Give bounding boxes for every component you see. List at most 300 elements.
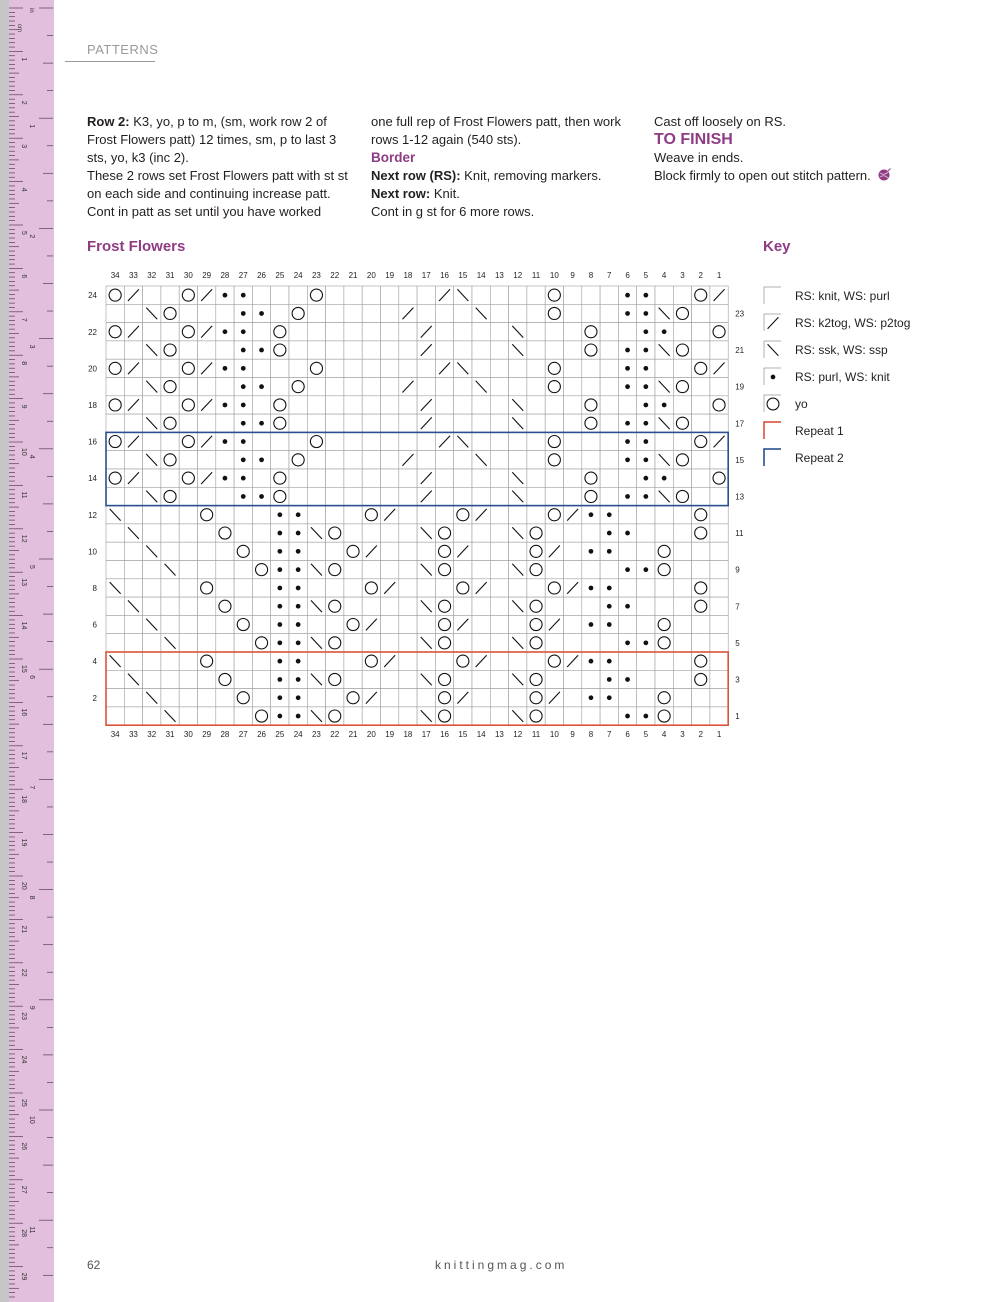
chart-cell [692,414,710,432]
ruler-cm-label: 21 [20,925,27,934]
chart-cell [161,579,179,597]
purl-symbol [607,695,612,700]
chart-cell [326,359,344,377]
chart-cell [216,542,234,560]
ruler-inch-label: 11 [28,1226,35,1234]
chart-cell [435,487,453,505]
purl-symbol [643,476,648,481]
chart-cell [344,304,362,322]
chart-cell [216,689,234,707]
chart-cell [179,378,197,396]
chart-cell [289,432,307,450]
chart-cell [161,524,179,542]
chart-cell [710,670,728,688]
chart-cell [252,597,270,615]
purl-symbol [223,439,228,444]
chart-cell [106,341,124,359]
chart-cell [198,561,216,579]
column-number-top: 1 [716,271,722,280]
purl-symbol [662,329,667,334]
row-label-left: 18 [88,400,97,410]
chart-cell [527,323,545,341]
chart-cell [344,286,362,304]
chart-cell [527,652,545,670]
chart-cell [362,378,380,396]
chart-cell [161,469,179,487]
chart-cell [399,323,417,341]
purl-symbol [625,677,630,682]
chart-cell [216,652,234,670]
chart-cell [161,432,179,450]
chart-cell [252,286,270,304]
chart-cell [564,689,582,707]
chart-cell [161,323,179,341]
chart-cell [362,487,380,505]
chart-cell [161,286,179,304]
chart-cell [161,615,179,633]
chart-cell [399,561,417,579]
row-label-left: 22 [88,327,97,337]
chart-cell [527,579,545,597]
chart-cell [710,561,728,579]
chart-cell [344,341,362,359]
purl-symbol [277,640,282,645]
chart-cell [252,542,270,560]
chart-cell [655,597,673,615]
chart-cell [143,469,161,487]
purl-symbol [643,329,648,334]
chart-cell [106,670,124,688]
chart-cell [454,414,472,432]
chart-cell [673,323,691,341]
chart-cell [472,487,490,505]
purl-symbol [241,366,246,371]
chart-cell [234,506,252,524]
row-label-right: 1 [735,712,740,722]
purl-symbol [625,366,630,371]
chart-cell [582,524,600,542]
row2-text: K3, yo, p to m, (sm, work row 2 of Frost Flowers patt) 12 times, sm, p to last 3 sts, yo, k3 (inc 2). [87,114,337,165]
chart-cell [106,542,124,560]
section-header: PATTERNS [87,42,159,57]
chart-cell [564,634,582,652]
ruler-inch-label: 7 [28,785,35,790]
ruler-inch-label: 10 [28,1116,35,1124]
chart-cell [673,396,691,414]
ruler-cm-label: 6 [20,274,27,279]
chart-cell [307,487,325,505]
chart-cell [490,524,508,542]
chart-cell [106,689,124,707]
chart-cell [179,597,197,615]
chart-cell [362,524,380,542]
chart-cell [454,396,472,414]
ruler-inch-label: 9 [28,1005,35,1010]
ruler-cm-label: 4 [20,187,27,192]
chart-cell [307,341,325,359]
border-heading: Border [371,150,416,165]
purl-symbol [241,348,246,353]
chart-cell [417,378,435,396]
chart-cell [252,615,270,633]
purl-symbol [625,293,630,298]
column-number-top: 32 [147,271,157,280]
chart-cell [399,652,417,670]
chart-cell [179,414,197,432]
column-number-top: 15 [458,271,468,280]
chart-cell [344,396,362,414]
column-number-bottom: 27 [238,730,248,740]
chart-cell [527,506,545,524]
chart-cell [600,323,618,341]
purl-symbol [625,457,630,462]
chart-cell [289,341,307,359]
row-label-right: 19 [735,382,745,392]
chart-cell [326,323,344,341]
ruler-inch-label: 3 [28,344,35,349]
chart-cell [655,359,673,377]
chart-cell [326,304,344,322]
chart-cell [124,304,142,322]
row-label-left: 2 [92,693,97,703]
purl-symbol [643,366,648,371]
chart-cell [307,396,325,414]
ruler-cm-label: 25 [20,1099,27,1107]
ruler-cm-label: 1 [20,57,27,62]
purl-symbol [241,311,246,316]
chart-cell [509,359,527,377]
purl-symbol [643,403,648,408]
chart-cell [326,451,344,469]
chart-cell [564,487,582,505]
chart-cell [106,597,124,615]
chart-cell [692,615,710,633]
chart-cell [637,670,655,688]
column-number-top: 31 [165,271,175,280]
purl-symbol [277,512,282,517]
column-number-top: 19 [385,271,395,280]
chart-cell [582,304,600,322]
garter-stitch-text: Cont in g st for 6 more rows. [371,204,535,219]
chart-cell [454,670,472,688]
chart-cell [399,689,417,707]
key-item-ssk [763,340,963,360]
chart-cell [509,579,527,597]
chart-cell [381,561,399,579]
column-number-bottom: 3 [680,730,685,740]
purl-symbol [662,403,667,408]
purl-symbol [277,567,282,572]
chart-cell [399,359,417,377]
yo-icon [763,394,781,412]
chart-cell [399,414,417,432]
chart-cell [399,524,417,542]
column-number-top: 14 [476,271,486,280]
chart-cell [161,396,179,414]
knit-icon [763,286,781,304]
chart-cell [362,341,380,359]
chart-cell [198,689,216,707]
purl-symbol [589,586,594,591]
purl-symbol [277,622,282,627]
chart-cell [326,341,344,359]
column-number-top: 3 [680,271,685,280]
chart-cell [326,432,344,450]
chart-cell [490,689,508,707]
chart-cell [527,451,545,469]
column-number-top: 33 [128,271,138,280]
row-label-left: 6 [92,620,97,630]
website-url: knittingmag.com [435,1258,568,1272]
chart-cell [381,341,399,359]
chart-cell [710,524,728,542]
chart-cell [673,579,691,597]
row-label-left: 14 [88,474,97,484]
chart-cell [710,378,728,396]
chart-cell [564,542,582,560]
purl-symbol [589,512,594,517]
key-label: Repeat 1 [795,424,844,438]
chart-cell [472,341,490,359]
chart-cell [435,414,453,432]
chart-cell [472,396,490,414]
chart-cell [381,524,399,542]
chart-cell [179,615,197,633]
chart-cell [435,323,453,341]
chart-cell [381,378,399,396]
chart-cell [307,414,325,432]
chart-cell [527,396,545,414]
chart-cell [509,378,527,396]
ruler-cm-label: 14 [20,621,27,630]
purl-symbol [643,384,648,389]
chart-cell [673,506,691,524]
column-number-bottom: 23 [311,730,321,740]
chart-cell [637,524,655,542]
yarn-ball-icon [877,168,891,182]
chart-cell [435,506,453,524]
purl-symbol [241,384,246,389]
block-text: Block firmly to open out stitch pattern. [654,168,871,183]
chart-cell [564,432,582,450]
chart-cell [143,561,161,579]
chart-cell [417,542,435,560]
chart-cell [490,542,508,560]
chart-cell [472,524,490,542]
chart-cell [545,341,563,359]
column-number-top: 13 [494,271,504,280]
chart-cell [454,707,472,725]
chart-cell [509,451,527,469]
ruler-cm-label: 18 [20,795,27,803]
chart-cell [271,378,289,396]
chart-cell [454,597,472,615]
purl-symbol [241,439,246,444]
ruler-cm-label: 28 [20,1229,27,1237]
chart-cell [490,579,508,597]
column-number-top: 10 [549,271,559,280]
column-number-top: 24 [293,271,303,280]
ruler-cm-label: 29 [20,1272,27,1281]
chart-cell [435,304,453,322]
row-label-left: 4 [92,657,97,667]
row-label-right: 13 [735,492,745,502]
chart-cell [381,707,399,725]
chart-cell [564,524,582,542]
chart-cell [618,542,636,560]
chart-cell [655,506,673,524]
chart-cell [179,341,197,359]
chart-cell [362,304,380,322]
chart-cell [326,396,344,414]
chart-cell [234,524,252,542]
purl-symbol [296,586,301,591]
column-number-top: 6 [625,271,630,280]
purl-symbol [296,549,301,554]
chart-cell [307,689,325,707]
ruler-cm-label: 26 [20,1142,27,1151]
purl-symbol [589,659,594,664]
chart-cell [582,359,600,377]
chart-cell [362,469,380,487]
chart-cell [143,670,161,688]
chart-cell [710,542,728,560]
key-item-k2tog [763,313,963,333]
chart-cell [618,652,636,670]
key-label: yo [795,397,808,411]
chart-cell [673,286,691,304]
purl-symbol [296,714,301,719]
chart-cell [179,487,197,505]
chart-cell [454,487,472,505]
purl-symbol [643,293,648,298]
ruler-inch-label: 6 [28,675,35,680]
chart-cell [490,615,508,633]
purl-symbol [277,604,282,609]
chart-cell [198,341,216,359]
pattern-continue-text: These 2 rows set Frost Flowers patt with st st on each side and continuing increase patt. Cont in patt as set until you have worked [87,168,348,219]
chart-cell [198,634,216,652]
chart-cell [106,707,124,725]
chart-cell [435,341,453,359]
chart-cell [289,469,307,487]
chart-cell [179,561,197,579]
column-number-bottom: 30 [183,730,193,740]
chart-cell [673,561,691,579]
chart-cell [490,432,508,450]
chart-cell [472,359,490,377]
key-swatch [764,449,781,466]
chart-cell [289,414,307,432]
chart-cell [673,359,691,377]
chart-cell [417,579,435,597]
chart-cell [326,487,344,505]
purl-symbol [607,677,612,682]
column-number-top: 21 [348,271,358,280]
chart-cell [216,506,234,524]
ruler-unit-cm: cm [16,24,22,32]
chart-cell [710,615,728,633]
purl-symbol [607,586,612,591]
chart-cell [417,506,435,524]
chart-cell [527,487,545,505]
chart-cell [710,652,728,670]
chart-cell [381,396,399,414]
chart-cell [435,469,453,487]
purl-symbol [259,494,264,499]
purl-symbol [662,476,667,481]
next-row-rs-text: Knit, removing markers. [460,168,602,183]
chart-cell [399,615,417,633]
chart-cell [161,359,179,377]
chart-title: Frost Flowers [87,238,186,255]
chart-cell [326,378,344,396]
column-number-bottom: 26 [257,730,267,740]
column-number-top: 11 [531,271,541,280]
key-label: RS: k2tog, WS: p2tog [795,316,911,330]
chart-cell [600,286,618,304]
chart-cell [490,707,508,725]
chart-cell [381,615,399,633]
chart-cell [234,670,252,688]
chart-cell [234,652,252,670]
chart-cell [124,579,142,597]
chart-cell [344,378,362,396]
chart-cell [399,707,417,725]
chart-cell [710,506,728,524]
text-column-3 [654,113,954,185]
chart-cell [600,634,618,652]
chart-cell [252,506,270,524]
chart-cell [454,378,472,396]
chart-cell [472,286,490,304]
chart-cell [673,469,691,487]
chart-cell [106,615,124,633]
chart-cell [618,615,636,633]
chart-cell [417,432,435,450]
chart-cell [344,634,362,652]
chart-cell [454,561,472,579]
column-number-top: 4 [661,271,667,280]
chart-cell [490,634,508,652]
chart-cell [564,597,582,615]
chart-cell [692,341,710,359]
chart-cell [381,542,399,560]
chart-cell [509,615,527,633]
chart-cell [673,707,691,725]
chart-cell [417,689,435,707]
purl-symbol [223,293,228,298]
ruler-cm-label: 12 [20,534,27,543]
chart-cell [307,451,325,469]
chart-cell [106,451,124,469]
chart-cell [362,323,380,341]
chart-cell [490,451,508,469]
chart-cell [472,670,490,688]
chart-cell [472,469,490,487]
ruler-cm-label: 8 [20,361,27,366]
chart-cell [252,323,270,341]
chart-cell [637,506,655,524]
chart-cell [216,451,234,469]
chart-cell [326,469,344,487]
chart-cell [326,506,344,524]
chart-cell [527,432,545,450]
chart-cell [490,469,508,487]
purl-symbol [625,311,630,316]
ruler-cm-label: 11 [20,491,27,499]
chart-cell [179,689,197,707]
